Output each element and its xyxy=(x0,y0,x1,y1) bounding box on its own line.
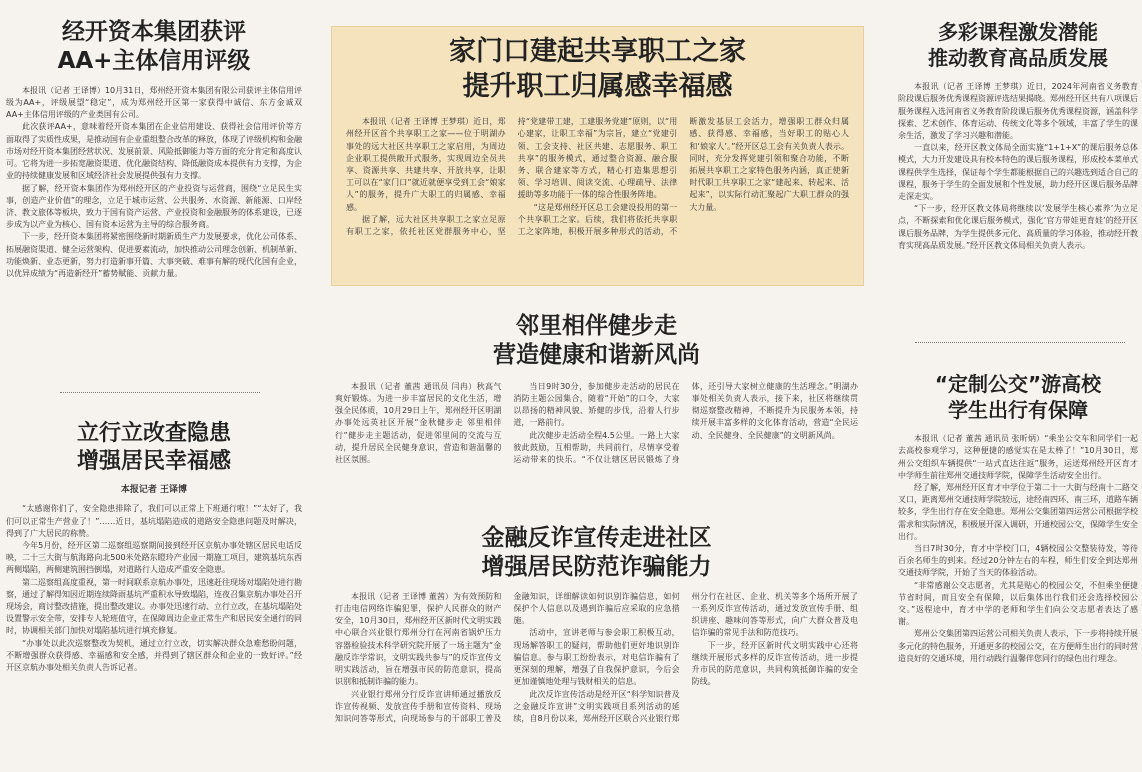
title-line: 邻里相伴健步走 xyxy=(516,313,677,339)
paragraph: “下一步，经开区教文体局将继续以‘发展学生核心素养’为立足点，不断探索和优化课后服务模式，强化‘官方带娃更育娃’的经开区课后服务品牌，为学生提供多元化、高质量的学习体验，推动经开教育实现高品质发展。”经开区教文体局相关负责人表示。 xyxy=(898,204,1138,250)
paragraph: 下一步，经开区新时代文明实践中心还将继续开展形式多样的反诈宣传活动，进一步提升市民的防范意识，共同构筑抵御诈骗的安全防线。 xyxy=(691,640,858,687)
paragraph: 当日7时30分，育才中学校门口，4辆校园公交整装待发，等待百余名师生的到来。经过20分钟左右的车程，师生们安全到达郑州交通技师学院，开始了当天的体验活动。 xyxy=(898,544,1138,578)
article-custom-bus-body xyxy=(898,433,1138,665)
title-line: 增强居民防范诈骗能力 xyxy=(481,554,712,581)
article-credit-rating-title xyxy=(6,18,302,77)
paragraph: 据了解，远大社区共享职工之家立足原有职工之家，依托社区党群服务中心，坚持“党建带工建，工建服务党建”原则，以“用心建家，让职工幸福”为宗旨，建立“党建引领、工会支持、社区共建、志愿服务、职工共享”的服务模式，通过整合资源、融合服务、联合建家等方式，精心打造集思想引领、学习培训、阅读交流、心理疏导、法律援助等多功能于一体的综合性服务阵地。 xyxy=(346,117,678,236)
paragraph: 本报讯（记者 王译博 王梦琪）近日，2024年河南省义务教育阶段课后服务优秀课程资源评选结果揭晓。郑州经开区共有八项课后服务课程入选河南省义务教育阶段课后服务优秀课程资源，涵盖科学探索、艺术创作、体育运动、传统文化等多个领域，丰富了学生的课余生活，激发了学习兴趣和潜能。 xyxy=(898,82,1138,140)
title-line: 学生出行有保障 xyxy=(948,397,1088,422)
paragraph: “这是郑州经开区总工会建设投用的第一个共享职工之家。后续，我们将依托共享职工之家阵地，积极开展多种形式的活动，不断激发基层工会活力，增强职工群众归属感、获得感、幸福感，当好职工的贴心人和‘娘家人’。”经开区总工会有关负责人表示。同时，充分发挥党建引领和聚合功能，不断拓展共享职工之家特色服务内涵，真正使新时代职工共享职工之家“建起来、转起来、活起来”，以实际行动汇聚起广大职工群众的强大力量。 xyxy=(517,117,849,236)
article-hazard-rectification xyxy=(6,420,302,768)
paragraph: 活动中，宣讲老师与参会职工积极互动，现场解答职工的疑问，帮助他们更好地识别诈骗信息。参与职工纷纷表示，对电信诈骗有了更深刻的理解，增强了自我保护意识，今后会更加谨慎地处理与钱财相关的信息。 xyxy=(513,628,680,687)
paragraph: 本报讯（记者 王译博）10月31日，郑州经开资本集团有限公司获评主体信用评级为AA+，评级展望“稳定”，成为郑州经开区第一家获得中诚信、东方金诚双AA+主体信用评级的产业类国有公司。 xyxy=(6,85,302,120)
paragraph: 本报讯（记者 王译博 王梦琪）近日，郑州经开区首个共享职工之家——位于明湖办事处的远大社区共享职工之家启用，为周边企业职工提供敞开式服务，实现周边全员共享、资源共享、共建共享、开放共享，让职工可以在“家门口”就近就便享受到工会“娘家人”的服务，提升广大职工的归属感、幸福感。 xyxy=(346,117,506,212)
article-workers-home-body xyxy=(346,116,849,238)
paragraph: 据了解，经开资本集团作为郑州经开区的产业投资与运营商，围绕“立足民生实事，创造产业价值”的理念，立足于城市运营、公共服务、水资源、新能源、口岸经济、教文旅体等板块，致力于国有资产运营、产业投资和金融服务的体系建设，已逐步成为以产业为核心、国有资本运营为主导的综合服务商。 xyxy=(6,183,302,230)
paragraph: 本报讯（记者 王译博 董茜）为有效预防和打击电信网络诈骗犯罪，保护人民群众的财产安全，10月30日，郑州经开区新时代文明实践中心联合兴业银行郑州分行在河南省锅炉压力容器检验技术科学研究院开展了一场主题为“金融反诈学常识，文明实践共参与”的反诈宣传文明实践活动，旨在增强市民的防范意识，提高识别和抵制诈骗的能力。 xyxy=(335,591,502,687)
paragraph: 郑州公交集团第四运营公司相关负责人表示，下一步将持续开展多元化的特色服务，开通更多的校园公交，在方便师生出行的同时营造良好的交通环境，用行动践行温馨伴您同行的绿色出行理念。 xyxy=(898,629,1138,663)
paragraph: 此次健步走活动全程4.5公里。一路上大家彼此鼓励，互相帮助，共同前行，尽情享受着运动带来的快乐。“不仅让辖区居民锻炼了身体，还引导大家树立健康的生活理念。”明湖办事处相关负责人表示，接下来，社区将继续贯彻巡察整改精神，不断提升为民服务本领，持续开展丰富多样的文化体育活动，营造“全民运动、全民健身、全民健康”的文明新风尚。 xyxy=(513,381,858,465)
article-anti-fraud-title xyxy=(331,524,862,583)
article-courses-body xyxy=(898,81,1138,252)
title-line: 经开资本集团获评 xyxy=(62,19,246,45)
section-divider xyxy=(60,392,260,393)
article-courses xyxy=(898,20,1138,328)
article-walk-title xyxy=(331,312,862,371)
paragraph: 经了解，郑州经开区育才中学位于第二十一大街与经南十二路交叉口，距离郑州交通技师学院较远，途经南四环、南三环，道路车辆较多，学生出行存在安全隐患。郑州公交集团第四运营公司根据学校需求和实际情况，积极展开深入调研，开通校园公交，保障学生安全出行。 xyxy=(898,483,1138,541)
article-anti-fraud-body xyxy=(335,591,858,725)
title-line: 营造健康和谐新风尚 xyxy=(493,342,700,369)
article-walk-together xyxy=(331,312,862,502)
article-anti-fraud xyxy=(331,524,862,770)
article-workers-home xyxy=(331,26,864,286)
section-divider xyxy=(915,342,1125,343)
paragraph: 一直以来，经开区教文体局全面实施“1+1+X”的课后服务总体模式，大力开发建设具有校本特色的课后服务课程，形成校本菜单式课程供学生选择，保证每个学生都能根据自己的兴趣选到适合自己的课程，服务于学生的全面发展和个性发展，助力经开区课后服务品牌走深走实。 xyxy=(898,143,1138,202)
title-line: AA+主体信用评级 xyxy=(57,48,251,75)
paragraph: “非常感谢公交志愿者，尤其是贴心的校园公交，不但乘坐便捷节省时间，而且安全有保障，以后集体出行我们还会选择校园公交。”返程途中，育才中学的老师和学生们向公交志愿者表达了感谢。 xyxy=(898,580,1138,627)
title-line: 推动教育高品质发展 xyxy=(928,45,1108,70)
title-line: “定制公交”游高校 xyxy=(934,372,1102,396)
article-courses-title xyxy=(898,20,1138,71)
article-walk-body xyxy=(335,381,858,466)
paragraph: “办事处以此次巡察整改为契机，通过立行立改，切实解决群众急难愁盼问题，不断增强群众获得感、幸福感和安全感，并得到了辖区群众和企业的一致好评。”经开区京航办事处相关负责人告诉记者。 xyxy=(6,638,302,672)
title-line: 家门口建起共享职工之家 xyxy=(449,36,746,67)
paragraph: 此次获评AA+，意味着经开资本集团在企业信用建设、获得社会信用评价等方面取得了实质性成果，是推动国有企业重组整合改革的释放，体现了评级机构和金融市场对经开资本集团经营状况、发展前景、风险抵御能力等方面的充分肯定和高度认可。它将为进一步拓宽融资渠道、优化融资结构、降低融资成本提供有力支撑，为企业的持续健康发展和区域经济社会发展提供强有力支撑。 xyxy=(6,122,302,181)
paragraph: 今年5月份，经开区第二巡察组巡察期间接到经开区京航办事处辖区居民电话反映，二十三大街与航海路向北500米处路东瞪玲产业园一期施工项目，建筑基坑东西两侧塌陷，两侧建筑围挡倒塌，对道路行人造成严重安全隐患。 xyxy=(6,540,302,575)
title-line: 增强居民幸福感 xyxy=(76,449,231,475)
title-line: 金融反诈宣传走进社区 xyxy=(481,525,712,551)
byline: 本报记者 王译博 xyxy=(120,485,188,496)
title-line: 立行立改查隐患 xyxy=(76,421,231,446)
paragraph: 当日9时30分，参加健步走活动的居民在消防主题公园集合，随着“开始”的口令，大家以昂扬的精神风貌、矫健的步伐，沿着人行步道，一路前行。 xyxy=(513,381,680,428)
paragraph: “太感谢你们了，安全隐患排除了，我们可以正常上下班通行啦！”“太好了，我们可以正常生产营业了！”……近日，基坑塌陷造成的道路安全隐患问题及时解决，得到了广大居民的称赞。 xyxy=(6,504,302,538)
title-line: 多彩课程激发潜能 xyxy=(938,20,1098,44)
article-custom-bus-title xyxy=(898,372,1138,423)
article-credit-rating-body xyxy=(6,85,302,280)
paragraph: 本报讯（记者 董茜 通讯员 闫冉）秋高气爽好锻炼。为进一步丰富居民的文化生活，增强全民体质，10月29日上午，郑州经开区明湖办事处远英社区开展“金秋健步走 邻里相伴行”健步走主题活动，促进邻里间的交流与互动，提升居民全民健身意识，营造和谐温馨的社区氛围。 xyxy=(335,381,502,465)
article-custom-bus xyxy=(898,372,1138,768)
paragraph: 兴业银行郑州分行反诈宣讲师通过播放反诈宣传视频、发放宣传手册和宣传资料、现场知识问答等形式，向现场参与的干部职工普及金融知识，详细解读如何识别诈骗信息，如何保护个人信息以及遇到诈骗后应采取的应急措施。 xyxy=(335,591,680,723)
article-credit-rating xyxy=(6,18,302,376)
paragraph: 此次反诈宣传活动是经开区“科学知识普及之金融反诈宣讲”文明实践项目系列活动的延续，自8月份以来，郑州经开区联合兴业银行郑州分行在社区、企业、机关等多个场所开展了一系列反诈宣传活动，通过发放宣传手册、组织讲座、趣味问答等形式，向广大群众普及电信诈骗的常见手法和防范技巧。 xyxy=(513,591,858,723)
article-hazard-title xyxy=(6,420,302,476)
paragraph: 下一步，经开资本集团将紧密围绕新时期新质生产力发展要求，优化公司体系、拓展融资渠道、健全运营架构、促进要素流动，加快推动公司理念创新、机制革新、功能焕新、业态更新，努力打造新事开篇、大事突破、难事有解的现代化国有企业，以优异成绩为“再造新经开”蓄势赋能、贡献力量。 xyxy=(6,232,302,278)
paragraph: 第二巡察组高度重视，第一时间联系京航办事处，迅速赶往现场对塌陷处进行勘察，通过了解得知因近期连续降雨基坑严重积水导致塌陷，连夜召集京航办事处召开现场会，商讨整改措施，提出整改建议。办事处迅速行动、立行立改，在基坑塌陷处设置警示安全带，安排专人轮班值守，在保障周边企业正常生产和居民安全通行的同时，协调相关部门加快对塌陷基坑进行填充修复。 xyxy=(6,577,302,636)
paragraph: 本报讯（记者 董茜 通讯员 张昕炳）“乘坐公交车和同学们一起去高校参观学习，这种便捷的感觉实在是太棒了！”10月30日，郑州公交组织车辆提供“一站式直达往返”服务，运送郑州经开区育才中学师生前往郑州交通技师学院，保障学生活动安全出行。 xyxy=(898,434,1138,480)
article-workers-home-title xyxy=(332,35,863,104)
title-line: 提升职工归属感幸福感 xyxy=(462,70,733,102)
article-hazard-body xyxy=(6,503,302,674)
